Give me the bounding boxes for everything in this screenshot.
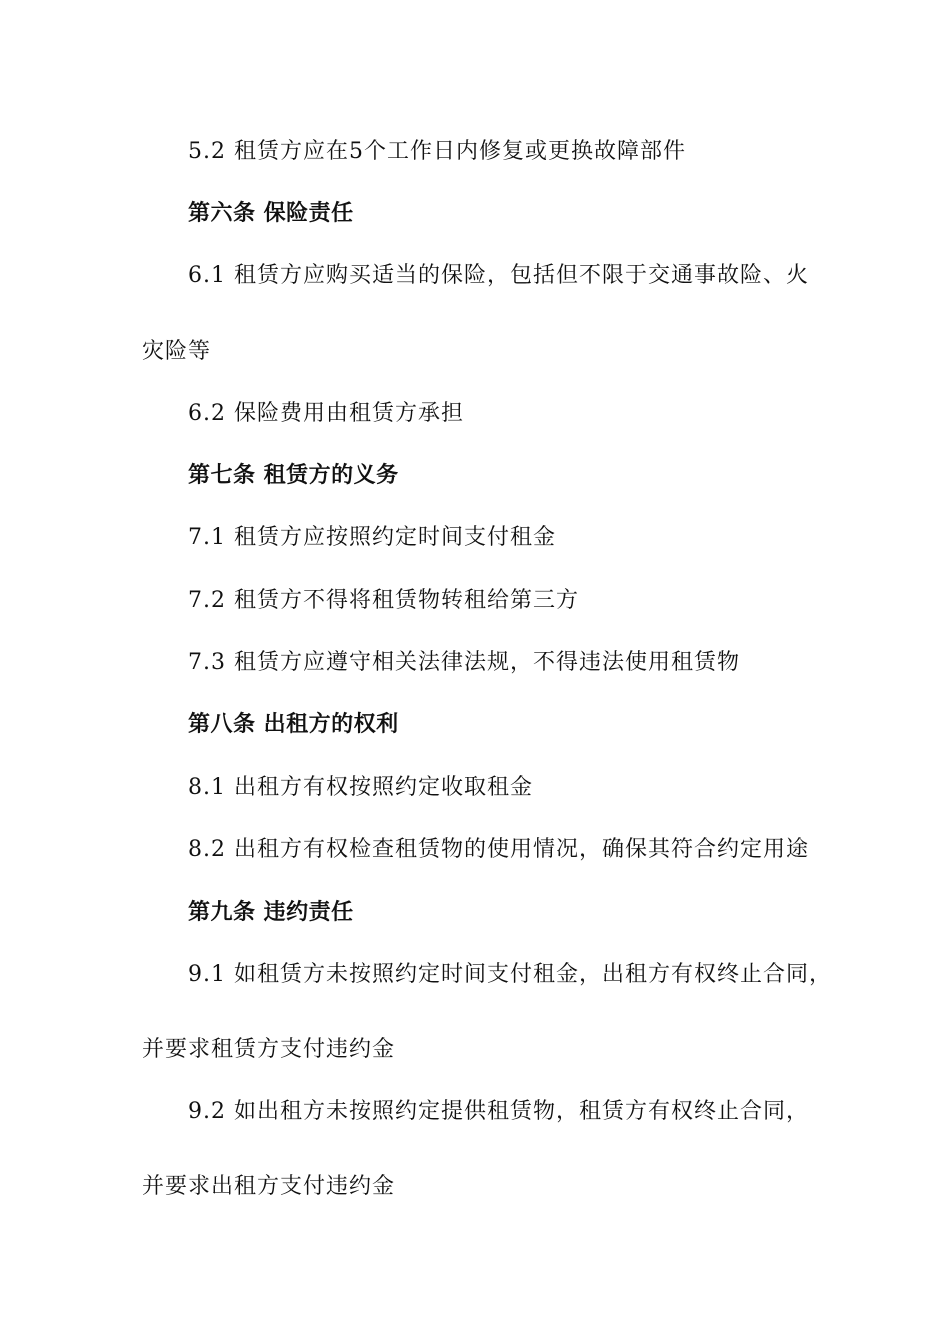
clause-7-2: 7.2 租赁方不得将租赁物转租给第三方 <box>188 588 579 613</box>
article-7-heading: 第七条 租赁方的义务 <box>188 463 399 488</box>
article-9-heading: 第九条 违约责任 <box>188 900 354 925</box>
clause-7-3: 7.3 租赁方应遵守相关法律法规，不得违法使用租赁物 <box>188 650 740 675</box>
clause-6-1-continued: 灾险等 <box>142 339 212 364</box>
clause-6-2: 6.2 保险费用由租赁方承担 <box>188 401 464 426</box>
clause-9-2: 9.2 如出租方未按照约定提供租赁物，租赁方有权终止合同， <box>188 1099 809 1124</box>
clause-6-1: 6.1 租赁方应购买适当的保险，包括但不限于交通事故险、火 <box>188 263 809 288</box>
article-8-heading: 第八条 出租方的权利 <box>188 712 399 737</box>
clause-9-2-continued: 并要求出租方支付违约金 <box>142 1174 396 1199</box>
clause-9-1: 9.1 如租赁方未按照约定时间支付租金，出租方有权终止合同， <box>188 962 832 987</box>
clause-5-2: 5.2 租赁方应在5个工作日内修复或更换故障部件 <box>188 139 686 164</box>
article-6-heading: 第六条 保险责任 <box>188 201 354 226</box>
clause-9-1-continued: 并要求租赁方支付违约金 <box>142 1037 396 1062</box>
clause-8-1: 8.1 出租方有权按照约定收取租金 <box>188 775 533 800</box>
clause-7-1: 7.1 租赁方应按照约定时间支付租金 <box>188 525 556 550</box>
clause-8-2: 8.2 出租方有权检查租赁物的使用情况，确保其符合约定用途 <box>188 837 809 862</box>
